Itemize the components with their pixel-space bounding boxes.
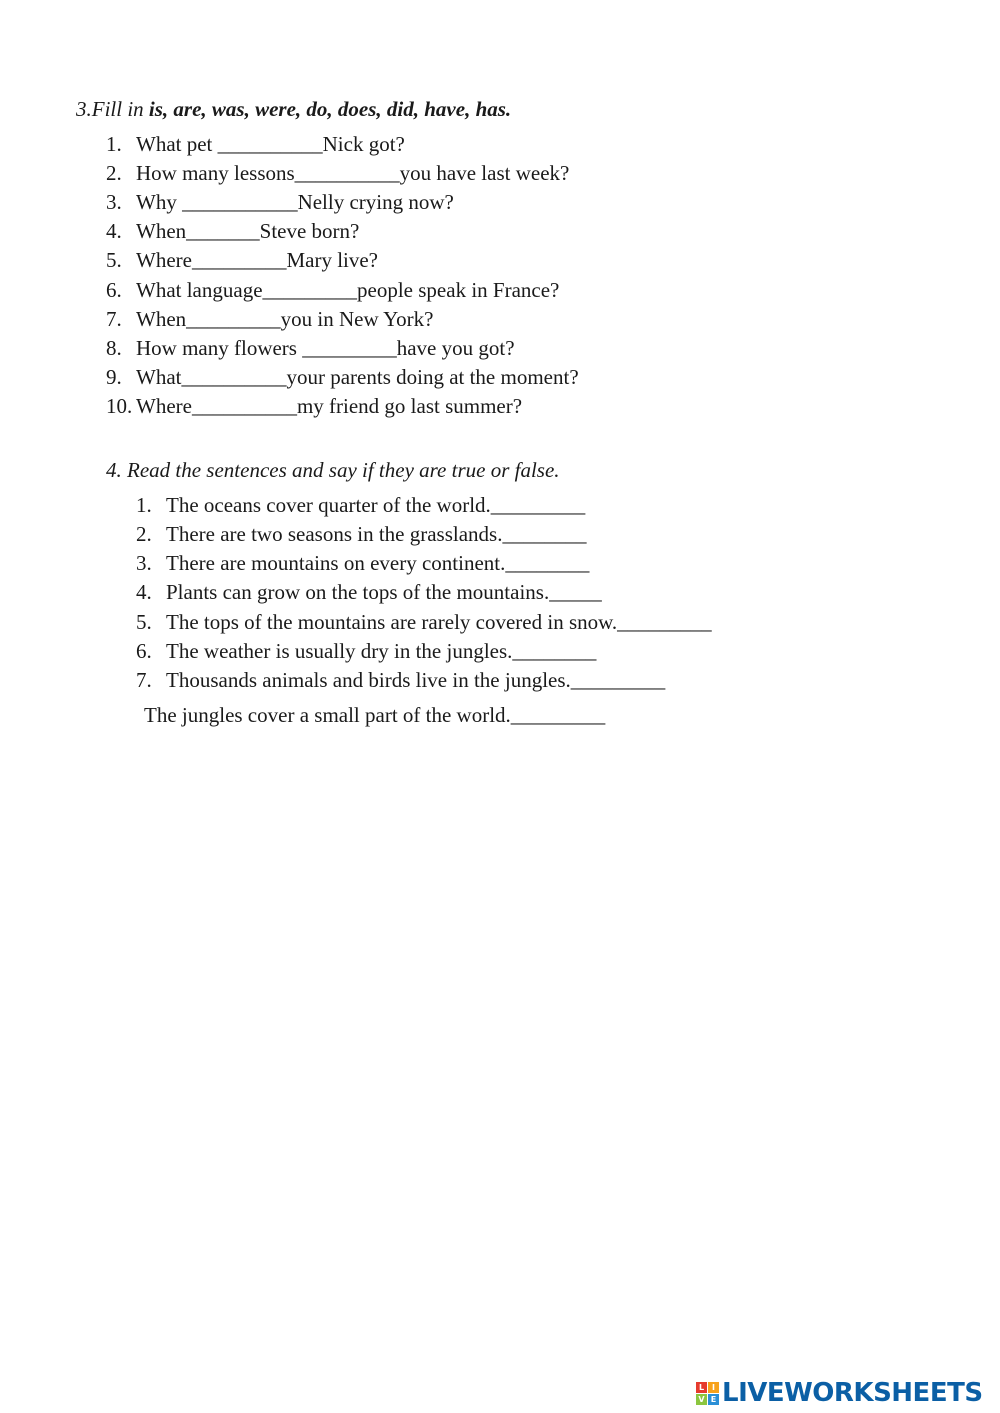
section4-heading: 4. Read the sentences and say if they are true or false. [106, 458, 560, 482]
section3-item-4 [106, 221, 359, 242]
item-text: The oceans cover quarter of the world._________ [166, 493, 586, 517]
section3-item-7 [106, 309, 433, 330]
item-text: When_________you in New York? [136, 307, 434, 331]
item-number: 5. [106, 248, 122, 272]
item-text: When_______Steve born? [136, 219, 360, 243]
section4-extra-line: The jungles cover a small part of the world._________ [144, 703, 606, 727]
section3-item-1 [106, 134, 405, 155]
logo-square-e: E [708, 1394, 719, 1405]
item-text: Where__________my friend go last summer? [136, 394, 523, 418]
logo-text: LIVEWORKSHEETS [722, 1378, 983, 1408]
section3-item-8 [106, 338, 515, 359]
section4-item-7 [136, 670, 665, 691]
item-text: There are mountains on every continent.________ [166, 551, 590, 575]
item-number: 3. [136, 551, 152, 575]
section3-item-3 [106, 192, 454, 213]
item-number: 1. [136, 493, 152, 517]
section3-heading-prefix: 3.Fill in [76, 97, 149, 121]
item-number: 4. [106, 219, 122, 243]
section3-heading [76, 99, 511, 120]
item-number: 6. [106, 278, 122, 302]
item-number: 8. [106, 336, 122, 360]
section4-item-4 [136, 582, 602, 603]
item-text: The weather is usually dry in the jungles.________ [166, 639, 597, 663]
section3-item-2 [106, 163, 569, 184]
item-text: Why ___________Nelly crying now? [136, 190, 454, 214]
logo-square-l: L [696, 1382, 707, 1393]
item-number: 7. [136, 668, 152, 692]
section4-item-1 [136, 495, 585, 516]
item-text: There are two seasons in the grasslands.________ [166, 522, 587, 546]
item-number: 1. [106, 132, 122, 156]
logo-square-i: I [708, 1382, 719, 1393]
item-number: 2. [106, 161, 122, 185]
item-number: 10. [106, 394, 133, 418]
item-text: Plants can grow on the tops of the mountains._____ [166, 580, 602, 604]
logo-squares-icon [696, 1382, 719, 1405]
section4-item-6 [136, 641, 596, 662]
item-text: What pet __________Nick got? [136, 132, 405, 156]
section3-item-6 [106, 280, 559, 301]
item-text: Thousands animals and birds live in the jungles._________ [166, 668, 666, 692]
section3-item-9 [106, 367, 579, 388]
section3-item-5 [106, 250, 378, 271]
section4-item-5 [136, 612, 712, 633]
item-text: How many flowers _________have you got? [136, 336, 515, 360]
item-number: 3. [106, 190, 122, 214]
section3-heading-words: is, are, was, were, do, does, did, have, has. [148, 97, 512, 121]
liveworksheets-logo [696, 1378, 983, 1408]
section3-item-10 [106, 396, 522, 417]
item-text: How many lessons__________you have last week? [136, 161, 570, 185]
item-number: 6. [136, 639, 152, 663]
item-text: The tops of the mountains are rarely covered in snow._________ [166, 610, 712, 634]
section4-item-2 [136, 524, 586, 545]
item-number: 7. [106, 307, 122, 331]
item-number: 2. [136, 522, 152, 546]
item-number: 4. [136, 580, 152, 604]
section4-item-3 [136, 553, 589, 574]
item-text: What__________your parents doing at the moment? [136, 365, 579, 389]
logo-square-v: V [696, 1394, 707, 1405]
item-number: 5. [136, 610, 152, 634]
item-text: Where_________Mary live? [136, 248, 379, 272]
item-number: 9. [106, 365, 122, 389]
item-text: What language_________people speak in France? [136, 278, 560, 302]
